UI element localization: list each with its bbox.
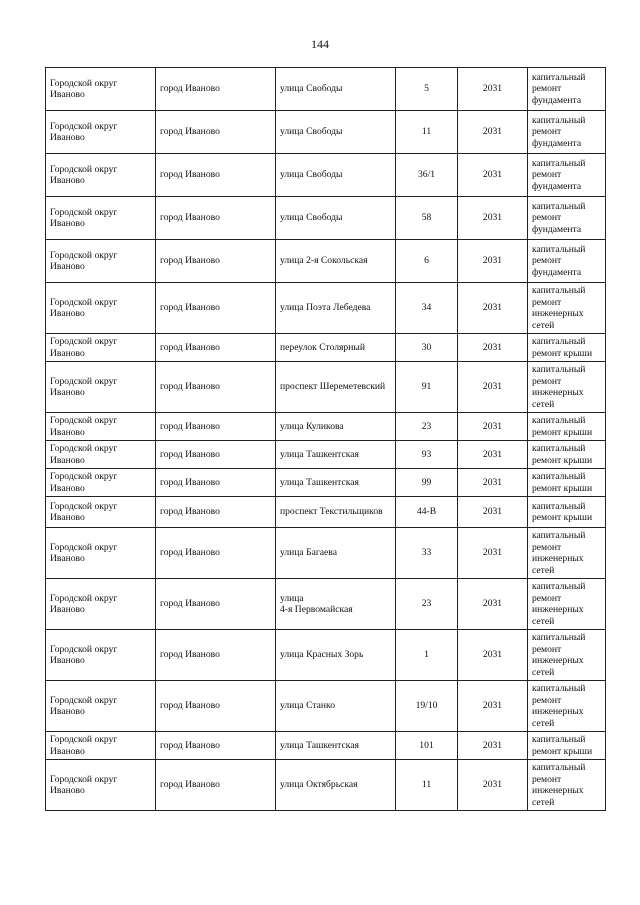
settlement-cell: город Иваново	[156, 283, 276, 334]
work-type-cell: капитальный ремонт инженерных сетей	[528, 528, 606, 579]
house-number-cell: 11	[396, 760, 458, 811]
municipality-cell: Городской округ Иваново	[46, 681, 156, 732]
work-type-cell: капитальный ремонт инженерных сетей	[528, 760, 606, 811]
table-row	[46, 68, 606, 111]
table-row	[46, 497, 606, 528]
street-cell: улица 4-я Первомайская	[276, 579, 396, 630]
municipality-cell: Городской округ Иваново	[46, 732, 156, 760]
planned-year-cell: 2031	[458, 528, 528, 579]
house-number-cell: 1	[396, 630, 458, 681]
table-row	[46, 413, 606, 441]
planned-year-cell: 2031	[458, 362, 528, 413]
street-cell: улица Свободы	[276, 68, 396, 111]
street-cell: улица Куликова	[276, 413, 396, 441]
work-type-cell: капитальный ремонт инженерных сетей	[528, 681, 606, 732]
house-number-cell: 30	[396, 334, 458, 362]
house-number-cell: 5	[396, 68, 458, 111]
planned-year-cell: 2031	[458, 469, 528, 497]
work-type-cell: капитальный ремонт крыши	[528, 469, 606, 497]
table-row	[46, 681, 606, 732]
table-row	[46, 334, 606, 362]
table-row	[46, 469, 606, 497]
planned-year-cell: 2031	[458, 283, 528, 334]
settlement-cell: город Иваново	[156, 497, 276, 528]
planned-year-cell: 2031	[458, 681, 528, 732]
street-cell: переулок Столярный	[276, 334, 396, 362]
street-cell: проспект Текстильщиков	[276, 497, 396, 528]
street-cell: улица Поэта Лебедева	[276, 283, 396, 334]
table-row	[46, 441, 606, 469]
work-type-cell: капитальный ремонт фундамента	[528, 240, 606, 283]
street-cell: улица Октябрьская	[276, 760, 396, 811]
settlement-cell: город Иваново	[156, 111, 276, 154]
settlement-cell: город Иваново	[156, 732, 276, 760]
table-row	[46, 240, 606, 283]
street-cell: улица Свободы	[276, 154, 396, 197]
municipality-cell: Городской округ Иваново	[46, 760, 156, 811]
table-row	[46, 579, 606, 630]
house-number-cell: 93	[396, 441, 458, 469]
street-cell: улица Красных Зорь	[276, 630, 396, 681]
planned-year-cell: 2031	[458, 154, 528, 197]
planned-year-cell: 2031	[458, 111, 528, 154]
street-cell: улица Станко	[276, 681, 396, 732]
house-number-cell: 33	[396, 528, 458, 579]
settlement-cell: город Иваново	[156, 413, 276, 441]
planned-year-cell: 2031	[458, 197, 528, 240]
planned-year-cell: 2031	[458, 760, 528, 811]
house-number-cell: 36/1	[396, 154, 458, 197]
municipality-cell: Городской округ Иваново	[46, 413, 156, 441]
table-row	[46, 111, 606, 154]
municipality-cell: Городской округ Иваново	[46, 579, 156, 630]
municipality-cell: Городской округ Иваново	[46, 497, 156, 528]
municipality-cell: Городской округ Иваново	[46, 362, 156, 413]
street-cell: улица Багаева	[276, 528, 396, 579]
table-row	[46, 154, 606, 197]
settlement-cell: город Иваново	[156, 528, 276, 579]
street-cell: улица Ташкентская	[276, 732, 396, 760]
work-type-cell: капитальный ремонт фундамента	[528, 197, 606, 240]
municipality-cell: Городской округ Иваново	[46, 197, 156, 240]
settlement-cell: город Иваново	[156, 240, 276, 283]
municipality-cell: Городской округ Иваново	[46, 630, 156, 681]
street-cell: улица Свободы	[276, 111, 396, 154]
settlement-cell: город Иваново	[156, 362, 276, 413]
street-cell: улица Ташкентская	[276, 469, 396, 497]
work-type-cell: капитальный ремонт крыши	[528, 413, 606, 441]
settlement-cell: город Иваново	[156, 334, 276, 362]
work-type-cell: капитальный ремонт крыши	[528, 334, 606, 362]
table-row	[46, 362, 606, 413]
work-type-cell: капитальный ремонт крыши	[528, 441, 606, 469]
planned-year-cell: 2031	[458, 630, 528, 681]
planned-year-cell: 2031	[458, 579, 528, 630]
street-cell: улица Ташкентская	[276, 441, 396, 469]
planned-year-cell: 2031	[458, 68, 528, 111]
house-number-cell: 58	[396, 197, 458, 240]
street-cell: проспект Шереметевский	[276, 362, 396, 413]
table-row	[46, 528, 606, 579]
table-body	[46, 68, 606, 811]
settlement-cell: город Иваново	[156, 441, 276, 469]
settlement-cell: город Иваново	[156, 760, 276, 811]
settlement-cell: город Иваново	[156, 68, 276, 111]
settlement-cell: город Иваново	[156, 469, 276, 497]
planned-year-cell: 2031	[458, 441, 528, 469]
house-number-cell: 44-В	[396, 497, 458, 528]
municipality-cell: Городской округ Иваново	[46, 469, 156, 497]
work-type-cell: капитальный ремонт фундамента	[528, 154, 606, 197]
house-number-cell: 23	[396, 579, 458, 630]
planned-year-cell: 2031	[458, 334, 528, 362]
work-type-cell: капитальный ремонт крыши	[528, 497, 606, 528]
settlement-cell: город Иваново	[156, 681, 276, 732]
work-type-cell: капитальный ремонт инженерных сетей	[528, 283, 606, 334]
settlement-cell: город Иваново	[156, 154, 276, 197]
municipality-cell: Городской округ Иваново	[46, 283, 156, 334]
table-row	[46, 197, 606, 240]
house-number-cell: 6	[396, 240, 458, 283]
house-number-cell: 99	[396, 469, 458, 497]
house-number-cell: 11	[396, 111, 458, 154]
table-row	[46, 630, 606, 681]
table-row	[46, 760, 606, 811]
municipality-cell: Городской округ Иваново	[46, 68, 156, 111]
street-cell: улица Свободы	[276, 197, 396, 240]
municipality-cell: Городской округ Иваново	[46, 528, 156, 579]
municipality-cell: Городской округ Иваново	[46, 334, 156, 362]
work-type-cell: капитальный ремонт фундамента	[528, 68, 606, 111]
house-number-cell: 101	[396, 732, 458, 760]
repair-schedule-table	[45, 67, 606, 811]
settlement-cell: город Иваново	[156, 630, 276, 681]
work-type-cell: капитальный ремонт инженерных сетей	[528, 630, 606, 681]
planned-year-cell: 2031	[458, 732, 528, 760]
house-number-cell: 91	[396, 362, 458, 413]
municipality-cell: Городской округ Иваново	[46, 240, 156, 283]
page-number: 144	[311, 37, 329, 51]
house-number-cell: 19/10	[396, 681, 458, 732]
municipality-cell: Городской округ Иваново	[46, 111, 156, 154]
work-type-cell: капитальный ремонт крыши	[528, 732, 606, 760]
planned-year-cell: 2031	[458, 240, 528, 283]
house-number-cell: 23	[396, 413, 458, 441]
work-type-cell: капитальный ремонт фундамента	[528, 111, 606, 154]
settlement-cell: город Иваново	[156, 197, 276, 240]
work-type-cell: капитальный ремонт инженерных сетей	[528, 362, 606, 413]
street-cell: улица 2-я Сокольская	[276, 240, 396, 283]
municipality-cell: Городской округ Иваново	[46, 441, 156, 469]
settlement-cell: город Иваново	[156, 579, 276, 630]
municipality-cell: Городской округ Иваново	[46, 154, 156, 197]
table-row	[46, 732, 606, 760]
house-number-cell: 34	[396, 283, 458, 334]
table-row	[46, 283, 606, 334]
planned-year-cell: 2031	[458, 497, 528, 528]
planned-year-cell: 2031	[458, 413, 528, 441]
work-type-cell: капитальный ремонт инженерных сетей	[528, 579, 606, 630]
